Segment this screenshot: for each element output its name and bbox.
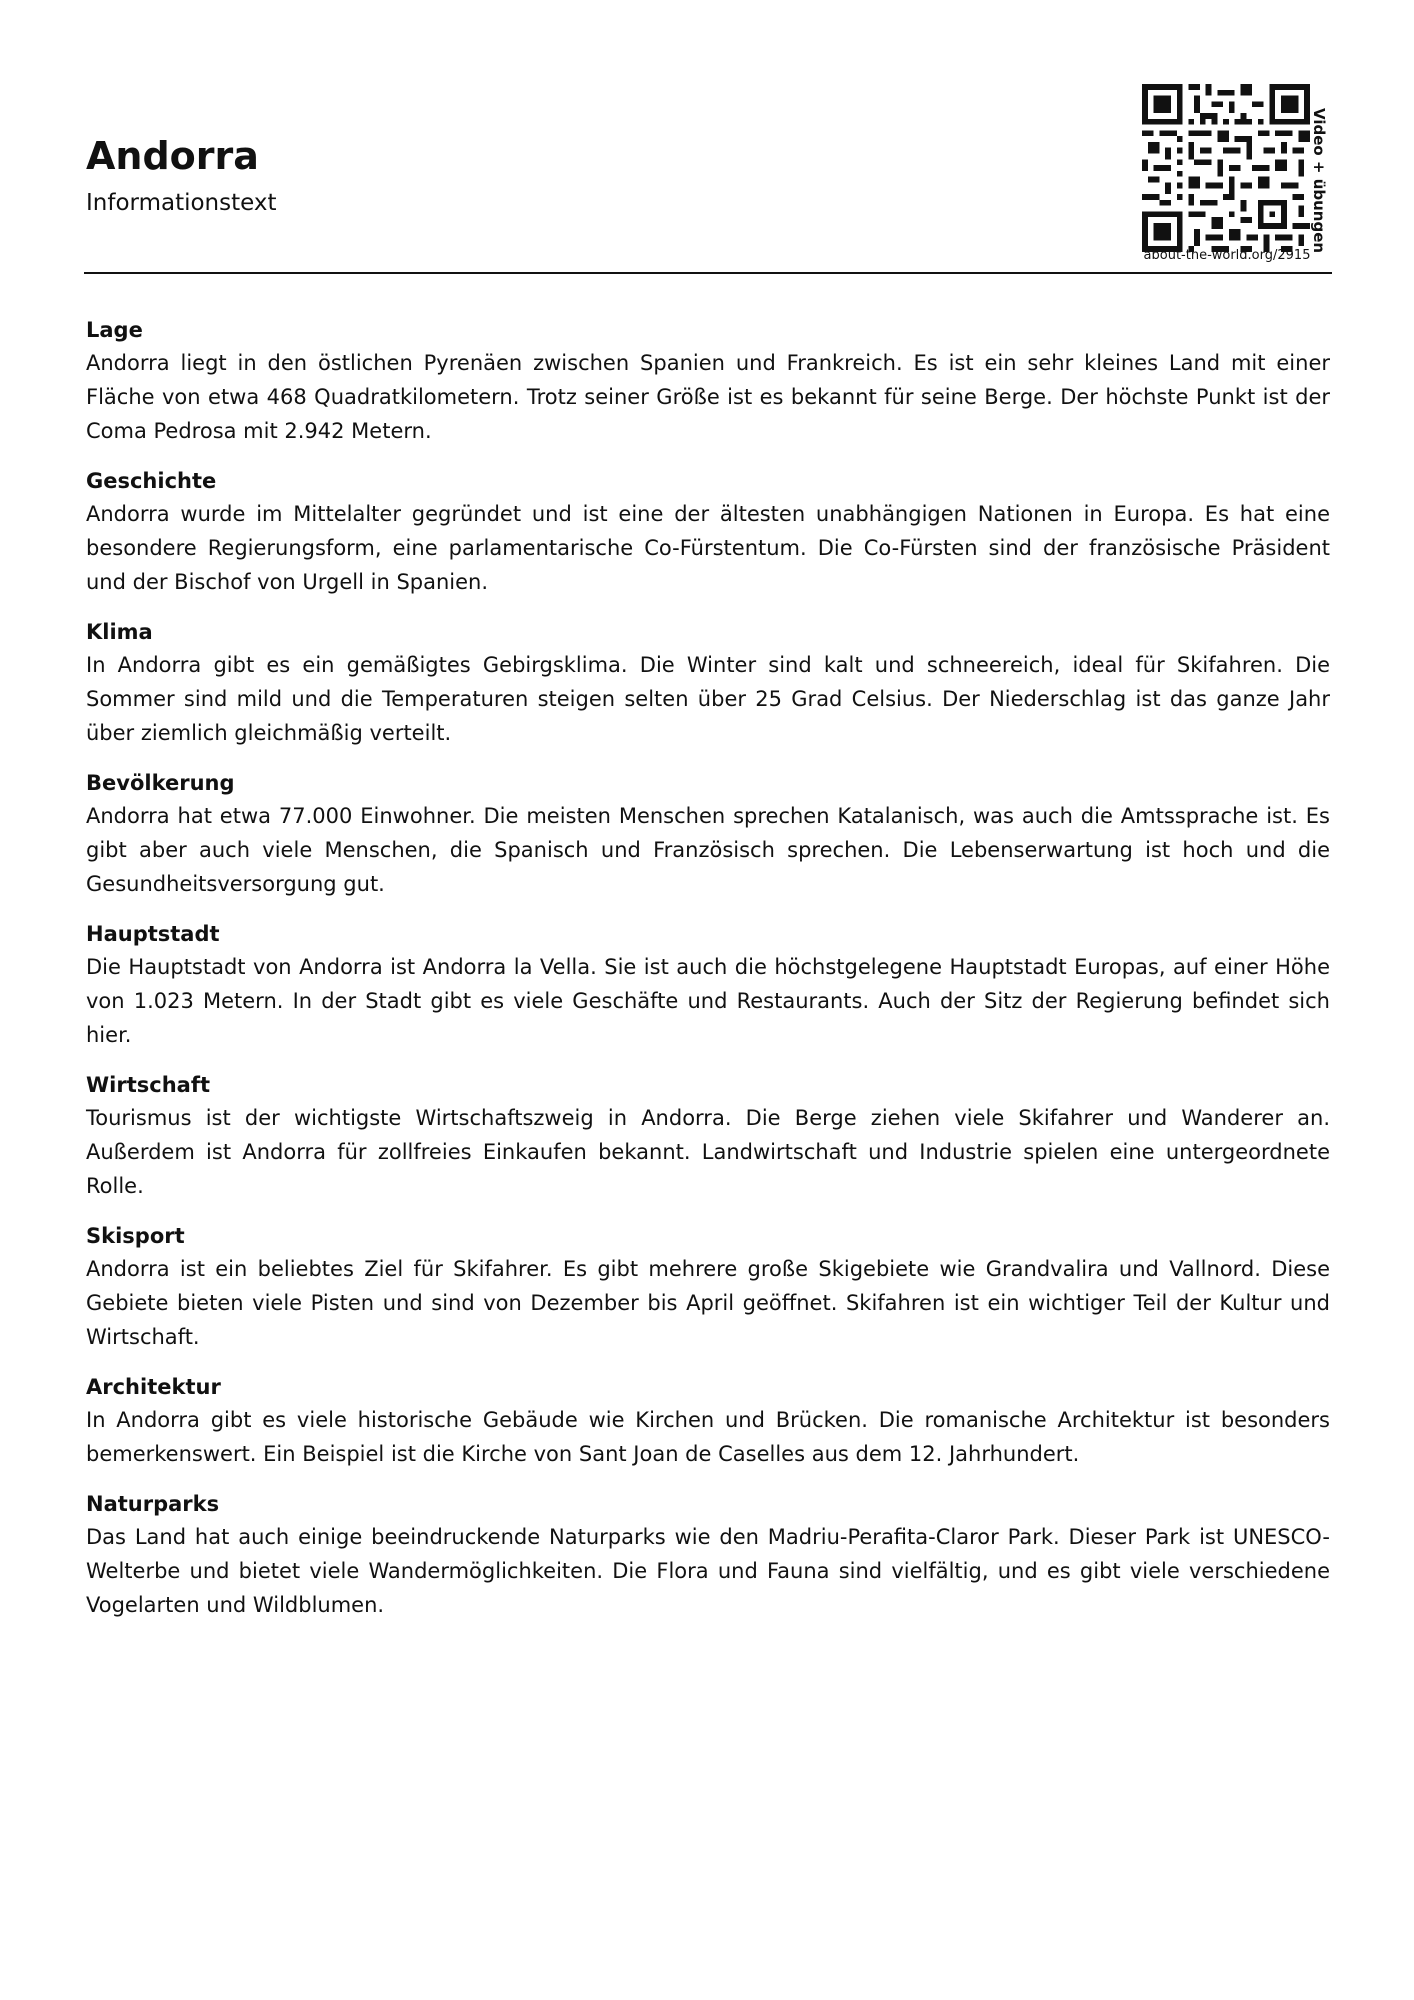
section-text: Das Land hat auch einige beeindruckende Naturparks wie den Madriu-Perafita-Claror Park. Dieser Park ist UNESCO-Welterbe und bietet viele Wandermöglichkeiten. Die Flora und Fauna sind vielfältig, und es gibt viele verschiedene Vogelarten und Wildblumen. (86, 1525, 1330, 1617)
section-architektur (86, 1371, 1330, 1471)
section-text: In Andorra gibt es viele historische Gebäude wie Kirchen und Brücken. Die romanische Architektur ist besonders bemerkenswert. Ein Beispiel ist die Kirche von Sant Joan de Caselles aus dem 12. Jahrhundert. (86, 1408, 1330, 1466)
section-heading: Klima (86, 620, 153, 644)
section-text: Andorra ist ein beliebtes Ziel für Skifahrer. Es gibt mehrere große Skigebiete wie Grandvalira und Vallnord. Diese Gebiete bieten viele Pisten und sind von Dezember bis April geöffnet. Skifahren ist ein wichtiger Teil der Kultur und Wirtschaft. (86, 1257, 1330, 1349)
section-text: Andorra hat etwa 77.000 Einwohner. Die meisten Menschen sprechen Katalanisch, was auch die Amtssprache ist. Es gibt aber auch viele Menschen, die Spanisch und Französisch sprechen. Die Lebenserwartung ist hoch und die Gesundheitsversorgung gut. (86, 804, 1330, 896)
page-subtitle: Informationstext (86, 190, 277, 216)
section-klima (86, 616, 1330, 750)
section-text: Tourismus ist der wichtigste Wirtschaftszweig in Andorra. Die Berge ziehen viele Skifahrer und Wanderer an. Außerdem ist Andorra für zollfreies Einkaufen bekannt. Landwirtschaft und Industrie spielen eine untergeordnete Rolle. (86, 1106, 1330, 1198)
section-heading: Lage (86, 318, 143, 342)
section-lage (86, 314, 1330, 448)
qr-code-icon[interactable] (1142, 84, 1310, 252)
section-naturparks (86, 1488, 1330, 1622)
section-heading: Wirtschaft (86, 1073, 211, 1097)
section-heading: Skisport (86, 1224, 185, 1248)
qr-video-label: Video + übungen (1310, 108, 1328, 254)
header-divider (84, 272, 1332, 274)
section-text: Andorra liegt in den östlichen Pyrenäen zwischen Spanien und Frankreich. Es ist ein sehr kleines Land mit einer Fläche von etwa 468 Quadratkilometern. Trotz seiner Größe ist es bekannt für seine Berge. Der höchste Punkt ist der Coma Pedrosa mit 2.942 Metern. (86, 351, 1330, 443)
section-heading: Hauptstadt (86, 922, 220, 946)
sections-container (86, 314, 1330, 1639)
section-skisport (86, 1220, 1330, 1354)
section-hauptstadt (86, 918, 1330, 1052)
page-title: Andorra (86, 134, 259, 178)
section-text: In Andorra gibt es ein gemäßigtes Gebirgsklima. Die Winter sind kalt und schneereich, ideal für Skifahren. Die Sommer sind mild und die Temperaturen steigen selten über 25 Grad Celsius. Der Niederschlag ist das ganze Jahr über ziemlich gleichmäßig verteilt. (86, 653, 1330, 745)
section-heading: Bevölkerung (86, 771, 235, 795)
section-text: Die Hauptstadt von Andorra ist Andorra la Vella. Sie ist auch die höchstgelegene Hauptstadt Europas, auf einer Höhe von 1.023 Metern. In der Stadt gibt es viele Geschäfte und Restaurants. Auch der Sitz der Regierung befindet sich hier. (86, 955, 1330, 1047)
section-heading: Geschichte (86, 469, 217, 493)
section-heading: Architektur (86, 1375, 221, 1399)
qr-url-caption[interactable]: about-the-world.org/2915 (1143, 248, 1311, 263)
section-text: Andorra wurde im Mittelalter gegründet und ist eine der ältesten unabhängigen Nationen in Europa. Es hat eine besondere Regierungsform, eine parlamentarische Co-Fürstentum. Die Co-Fürsten sind der französische Präsident und der Bischof von Urgell in Spanien. (86, 502, 1330, 594)
section-bevoelkerung (86, 767, 1330, 901)
section-wirtschaft (86, 1069, 1330, 1203)
section-geschichte (86, 465, 1330, 599)
section-heading: Naturparks (86, 1492, 220, 1516)
